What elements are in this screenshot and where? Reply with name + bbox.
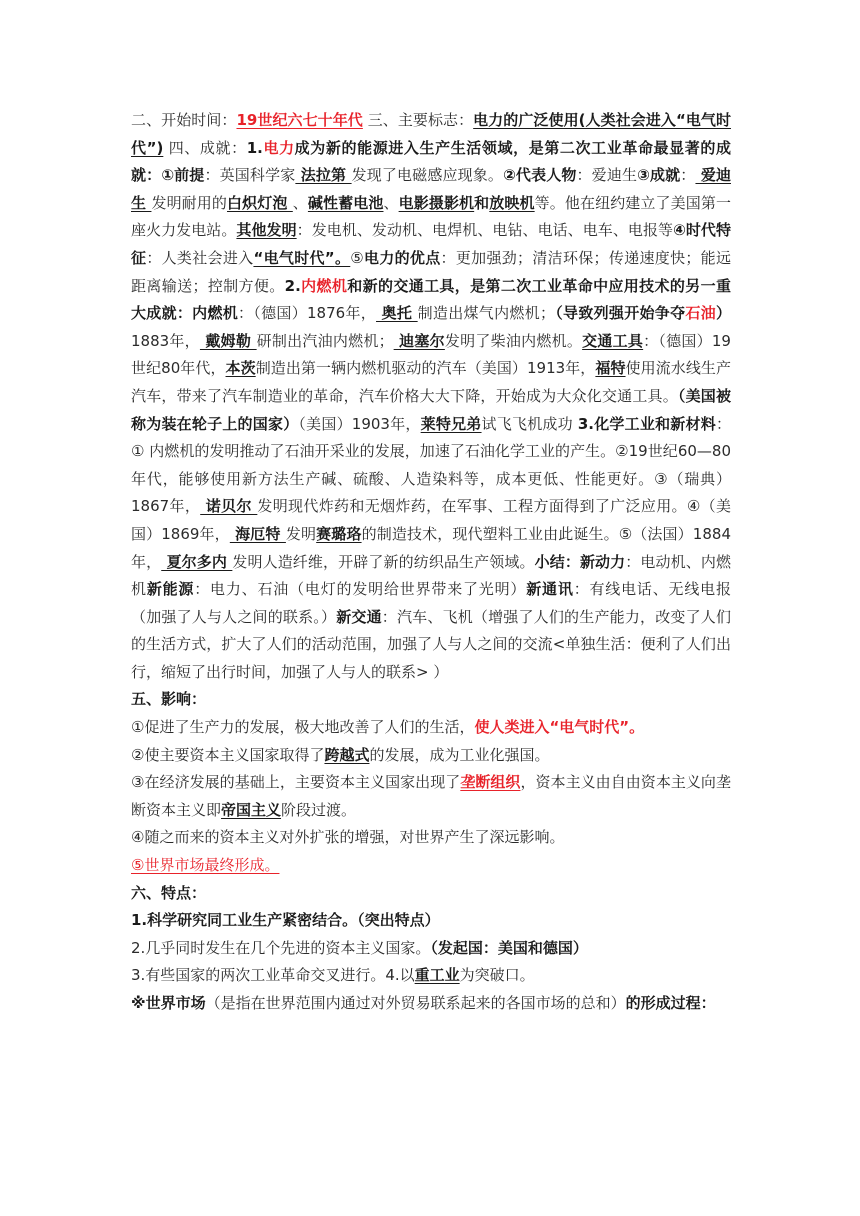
text-run: （美国）1903年，: [298, 414, 421, 433]
text-run: ②代表人物: [503, 166, 577, 185]
text-run: ：① 内燃机的发明推动了石油开采业的发展，加速了石油化学工业的产生。②19世纪60—80年代，能够使用新方法生产碱、硫酸、人造染料等，成本更低、性能更好。③（瑞典）1867年，: [131, 414, 731, 516]
paragraph: [131, 686, 731, 714]
text-run: 帝国主义: [221, 800, 282, 819]
text-run: （美国被称为装在轮子上的国家）: [131, 386, 731, 433]
text-run: 成为新的能源进入生产生活领域，是第二次工业革命最显著的成就：: [131, 138, 731, 185]
text-run: 阶段过渡。: [281, 800, 357, 819]
text-run: ④随之而来的资本主义对外扩张的增强，对世界产生了深远影响。: [131, 828, 565, 847]
text-run: 发明耐用的: [151, 193, 228, 212]
text-run: 海厄特: [229, 524, 286, 543]
text-run: 研制出汽油内燃机；: [256, 331, 394, 350]
text-run: ※世界市场: [131, 994, 206, 1012]
text-run: （发起国：美国和德国）: [430, 938, 588, 957]
text-run: 1.科学研究同工业生产紧密结合。（突出特点）: [131, 911, 440, 930]
text-run: 的制造技术，现代塑料工业由此诞生。⑤（法国）1884年，: [131, 524, 731, 571]
text-run: 为突破口。: [459, 966, 535, 985]
text-run: 电力: [262, 138, 295, 157]
text-run: 电力的优点: [364, 248, 441, 267]
text-run: ②使主要资本主义国家取得了: [131, 745, 325, 764]
text-run: ：电力、石油（电灯的发明给世界带来了光明）: [194, 580, 527, 599]
text-run: 放映机: [489, 193, 535, 212]
paragraph: [131, 990, 731, 1018]
text-run: 石油: [685, 304, 716, 323]
text-run: ：英国科学家: [204, 166, 296, 185]
text-run: 福特: [595, 359, 626, 378]
paragraph: [131, 962, 731, 990]
text-run: 、: [383, 193, 399, 212]
text-run: （导致列强开始争夺: [554, 304, 686, 323]
text-run: 垄断组织: [460, 773, 521, 792]
text-run: 爱迪生: [131, 166, 731, 212]
text-run: 奥托: [376, 304, 418, 323]
text-run: ：（德国）1876年，: [238, 304, 377, 323]
text-run: 制造出煤气内燃机；: [417, 304, 555, 323]
paragraph: [131, 107, 731, 686]
text-run: 发现了电磁感应现象。: [351, 166, 504, 185]
text-run: 试飞飞机成功: [481, 414, 578, 433]
text-run: 交通工具: [582, 331, 644, 350]
text-run: 的形成过程：: [625, 994, 716, 1012]
text-run: 三、主要标志：: [362, 111, 474, 129]
text-run: 2.: [284, 276, 301, 295]
text-run: 电力的广泛使用(人类社会进入“电气时代”): [131, 111, 731, 157]
text-run: ）: [715, 304, 731, 323]
text-run: 四、成就：: [163, 138, 247, 157]
text-run: 2.几乎同时发生在几个先进的资本主义国家。: [131, 938, 431, 957]
text-run: 内燃机: [300, 276, 348, 295]
text-run: ③成就: [637, 166, 681, 185]
text-run: 电影摄影机: [398, 193, 475, 212]
text-run: ：人类社会进入: [146, 248, 254, 267]
text-run: ：: [680, 166, 696, 185]
text-run: ：发电机、发动机、电焊机、电钻、电话、电车、电报等: [296, 221, 674, 240]
text-run: 19世纪六七十年代: [236, 111, 363, 129]
text-run: 3.有些国家的两次工业革命交叉进行。4.以: [131, 966, 415, 985]
text-run: 发明: [285, 524, 317, 543]
text-run: ①促进了生产力的发展，极大地改善了人们的生活，: [131, 718, 475, 737]
text-run: ⑤: [350, 248, 365, 267]
text-run: 新交通: [336, 607, 382, 626]
text-run: ，资本主义由自由资本主义向垄断资本主义即: [131, 773, 731, 819]
paragraph: [131, 935, 731, 963]
paragraph: [131, 824, 731, 852]
text-run: 其他发明: [236, 221, 297, 240]
text-run: ④时代特征: [131, 221, 731, 267]
text-run: 1.: [246, 138, 263, 157]
text-run: 六、特点：: [131, 883, 207, 902]
text-run: 夏尔多内: [161, 552, 233, 571]
text-run: ：有线电话、无线电报（加强了人与人之间的联系。）: [131, 580, 731, 626]
text-run: 赛璐珞: [316, 524, 362, 543]
text-run: ①前提: [161, 166, 205, 185]
text-run: ：电动机、内燃机: [131, 552, 731, 599]
text-run: 发明了柴油内燃机。: [444, 331, 583, 350]
text-run: 碱性蓄电池: [307, 193, 384, 212]
text-run: 3.化学工业和新材料: [577, 414, 716, 433]
paragraph: [131, 714, 731, 742]
text-run: 和新的交通工具，是第二次工业革命中应用技术的另一重大成就：内燃机: [131, 276, 731, 323]
text-run: 戴姆勒: [199, 331, 257, 350]
text-run: ：更加强劲；清洁环保；传递速度快；能远距离输送；控制方便。: [131, 248, 731, 295]
text-run: 发明人造纤维，开辟了新的纺织品生产领域。: [232, 552, 535, 571]
text-run: ：（德国）19世纪80年代，: [131, 331, 731, 378]
paragraph: [131, 769, 731, 824]
text-run: ③在经济发展的基础上，主要资本主义国家出现了: [131, 773, 461, 792]
text-run: 法拉第: [295, 166, 352, 185]
text-run: ：爱迪生: [576, 166, 638, 185]
text-run: 制造出第一辆内燃机驱动的汽车（美国）1913年，: [255, 359, 596, 378]
text-run: 新通讯: [526, 580, 574, 599]
text-run: 。: [334, 248, 351, 267]
paragraph: [131, 852, 731, 880]
text-run: 、: [292, 193, 308, 212]
text-run: ⑤世界市场最终形成。: [131, 856, 280, 875]
text-run: 小结：新动力: [534, 552, 626, 571]
document-body: [131, 107, 731, 1018]
text-run: 重工业: [414, 966, 460, 985]
text-run: 二、开始时间：: [131, 111, 237, 129]
text-run: 使人类进入“电气时代”。: [474, 718, 645, 737]
text-run: 等。他在纽约建立了美国第一座火力发电站。: [131, 193, 731, 240]
paragraph: [131, 742, 731, 770]
text-run: 和: [474, 193, 490, 212]
text-run: 发明现代炸药和无烟炸药，在军事、工程方面得到了广泛应用。④（美国）1869年，: [131, 497, 731, 543]
text-run: 本茨: [225, 359, 256, 378]
text-run: 莱特兄弟: [420, 414, 482, 433]
text-run: 五、影响：: [131, 690, 207, 709]
text-run: 新能源: [146, 580, 195, 599]
text-run: 使用流水线生产汽车，带来了汽车制造业的革命，汽车价格大大下降，开始成为大众化交通工具。: [131, 359, 731, 405]
text-run: 白炽灯泡: [227, 193, 293, 212]
text-run: 1883年，: [131, 331, 200, 350]
paragraph: [131, 907, 731, 935]
paragraph: [131, 880, 731, 908]
text-run: ：汽车、飞机（增强了人们的生产能力，改变了人们的生活方式，扩大了人们的活动范围，加强了人与人之间的交流<单独生活：便利了人们出行，缩短了出行时间，加强了人与人的联系> ）: [131, 607, 731, 681]
text-run: （是指在世界范围内通过对外贸易联系起来的各国市场的总和）: [205, 994, 626, 1012]
text-run: 的发展，成为工业化强国。: [369, 745, 550, 764]
text-run: 迪塞尔: [393, 331, 445, 350]
text-run: “电气时代”: [253, 248, 335, 267]
text-run: 跨越式: [324, 745, 370, 764]
text-run: 诺贝尔: [200, 497, 258, 516]
